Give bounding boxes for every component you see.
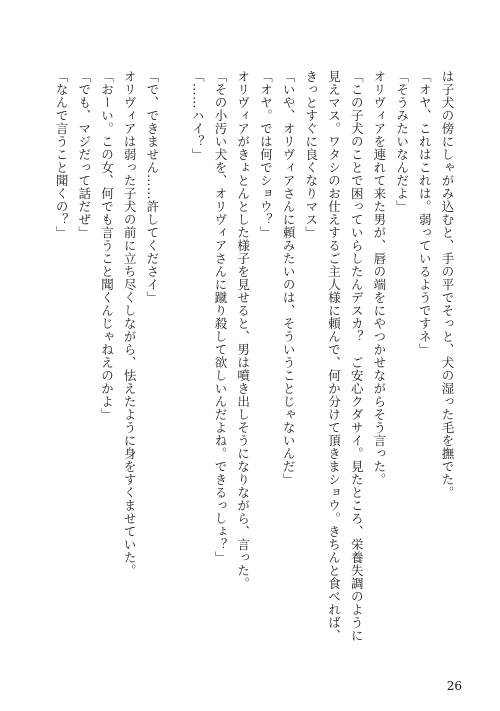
text-line: オリヴィアがきょとんとした様子を見せると、男は噴き出しそうになりながら、言った。 (235, 70, 251, 590)
text-line: 「なんで言うこと聞くの？」 (54, 70, 70, 239)
text-line: オリヴィアは弱った子犬の前に立ち尽くしながら、怯えたように身をすくませていた。 (122, 70, 138, 577)
page-number: 26 (446, 679, 462, 693)
text-line: 「で、できません……許してくださイ」 (144, 70, 160, 304)
text-line: は子犬の傍にしゃがみ込むと、手の平でそっと、犬の湿った毛を撫でた。 (440, 70, 455, 499)
text-line: 「オヤ。では何でショウ？」 (258, 70, 274, 239)
text-line: きっとすぐに良くなりマス」 (303, 70, 319, 239)
body-text (49, 70, 458, 642)
text-line: 見えマス。ワタシのお仕えするご主人様に頼んで、何か分けて頂きまショウ。きちんと食べれば、 (326, 70, 342, 642)
text-line: 「いや、オリヴィアさんに頼みたいのは、そういうことじゃないんだ」 (281, 70, 297, 486)
text-line: 「そうみたいなんだよ」 (394, 70, 410, 213)
text-line: 「でも、マジだって話だぜ」 (76, 70, 92, 239)
text-line: 「その小汚い犬を、オリヴィアさんに蹴り殺して欲しいんだよね。できるっしょ？」 (212, 70, 228, 564)
text-line: 「おーい。この女、何でも言うこと聞くんじゃねえのかよ」 (99, 70, 115, 421)
text-line: 「オヤ、これはこれは。弱っているようですネ」 (417, 70, 433, 356)
text-line: オリヴィアを連れて来た男が、唇の端をにやつかせながらそう言った。 (371, 70, 387, 486)
blank-line (163, 70, 186, 610)
text-line: 「この子犬のことで困っていらしたんデスカ？ ご安心クダサイ。見たところ、栄養失調のように (349, 70, 365, 642)
text-line: 「……ハイ？」 (190, 70, 206, 161)
